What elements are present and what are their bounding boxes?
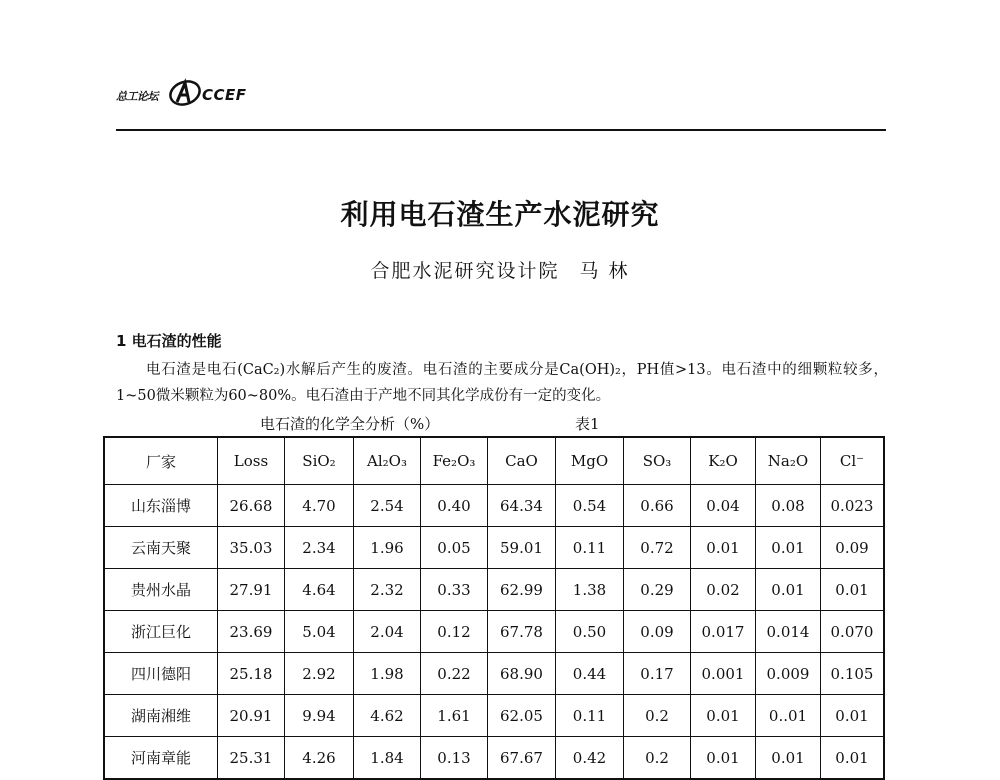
table-cell: 0.04: [691, 485, 756, 527]
table-row: [104, 611, 884, 653]
table-cell: 0.12: [421, 611, 488, 653]
table-cell: 0.02: [691, 569, 756, 611]
author-organization: 合肥水泥研究设计院: [370, 260, 560, 282]
column-header: K₂O: [691, 437, 756, 485]
table-cell: 4.64: [285, 569, 354, 611]
column-header: CaO: [488, 437, 556, 485]
table-row: [104, 569, 884, 611]
logo-english-text: CCEF: [202, 86, 247, 104]
column-header: SiO₂: [285, 437, 354, 485]
table-cell: 1.96: [354, 527, 421, 569]
table-cell: 浙江巨化: [104, 611, 218, 653]
table-cell: 0.01: [756, 527, 821, 569]
column-header: SO₃: [624, 437, 691, 485]
table-cell: 5.04: [285, 611, 354, 653]
table-cell: 河南章能: [104, 737, 218, 780]
table-row: [104, 695, 884, 737]
table-cell: 0..01: [756, 695, 821, 737]
table-caption: 电石渣的化学全分析（%）: [260, 415, 440, 433]
table-cell: 0.009: [756, 653, 821, 695]
table-cell: 0.01: [756, 737, 821, 780]
table-cell: 0.44: [556, 653, 624, 695]
logo-chinese-text: 总工论坛: [116, 90, 158, 103]
table-cell: 0.023: [821, 485, 885, 527]
table-cell: 贵州水晶: [104, 569, 218, 611]
table-cell: 0.070: [821, 611, 885, 653]
column-header: Cl⁻: [821, 437, 885, 485]
header-rule: [116, 129, 886, 131]
table-cell: 62.99: [488, 569, 556, 611]
table-cell: 0.54: [556, 485, 624, 527]
table-cell: 27.91: [218, 569, 285, 611]
table-cell: 0.01: [821, 737, 885, 780]
column-header: Na₂O: [756, 437, 821, 485]
section-paragraph: 电石渣是电石(CaC₂)水解后产生的废渣。电石渣的主要成分是Ca(OH)₂，PH值>13。电石渣中的细颗粒较多，1~50微米颗粒为60~80%。电石渣由于产地不同其化学成份有一定的变化。: [116, 362, 888, 404]
table-cell: 25.31: [218, 737, 285, 780]
table-cell: 0.01: [821, 695, 885, 737]
table-cell: 0.33: [421, 569, 488, 611]
table-cell: 2.32: [354, 569, 421, 611]
table-cell: 1.98: [354, 653, 421, 695]
table-cell: 2.34: [285, 527, 354, 569]
table-cell: 0.17: [624, 653, 691, 695]
table-cell: 0.09: [821, 527, 885, 569]
column-header: Loss: [218, 437, 285, 485]
table-cell: 0.01: [691, 737, 756, 780]
table-cell: 4.70: [285, 485, 354, 527]
table-cell: 0.01: [821, 569, 885, 611]
table-cell: 0.11: [556, 527, 624, 569]
table-cell: 4.26: [285, 737, 354, 780]
table-cell: 0.40: [421, 485, 488, 527]
column-header: Al₂O₃: [354, 437, 421, 485]
article-byline: [0, 256, 1000, 283]
column-header: Fe₂O₃: [421, 437, 488, 485]
table-cell: 0.001: [691, 653, 756, 695]
chemical-analysis-table: [103, 436, 885, 780]
table-header-row: [104, 437, 884, 485]
table-cell: 67.67: [488, 737, 556, 780]
table-cell: 59.01: [488, 527, 556, 569]
table-cell: 0.72: [624, 527, 691, 569]
table-cell: 62.05: [488, 695, 556, 737]
table-cell: 0.11: [556, 695, 624, 737]
table-cell: 1.61: [421, 695, 488, 737]
logo-swoosh-icon: [168, 78, 202, 108]
table-cell: 1.38: [556, 569, 624, 611]
table-cell: 26.68: [218, 485, 285, 527]
table-cell: 0.29: [624, 569, 691, 611]
column-header: 厂家: [104, 437, 218, 485]
table-cell: 68.90: [488, 653, 556, 695]
table-cell: 0.014: [756, 611, 821, 653]
table-row: [104, 527, 884, 569]
table-cell: 1.84: [354, 737, 421, 780]
table-cell: 云南天聚: [104, 527, 218, 569]
table-cell: 四川德阳: [104, 653, 218, 695]
table-cell: 0.05: [421, 527, 488, 569]
column-header: MgO: [556, 437, 624, 485]
table-cell: 2.92: [285, 653, 354, 695]
table-row: [104, 653, 884, 695]
section-heading: 1 电石渣的性能: [116, 332, 222, 350]
table-cell: 0.09: [624, 611, 691, 653]
table-cell: 0.66: [624, 485, 691, 527]
table-row: [104, 485, 884, 527]
table-cell: 0.01: [691, 527, 756, 569]
table-cell: 0.01: [691, 695, 756, 737]
table-cell: 0.105: [821, 653, 885, 695]
table-cell: 0.13: [421, 737, 488, 780]
table-cell: 25.18: [218, 653, 285, 695]
table-row: [104, 737, 884, 780]
author-name: 马 林: [579, 260, 630, 282]
table-cell: 35.03: [218, 527, 285, 569]
forum-logo: [116, 78, 256, 114]
table-cell: 0.2: [624, 695, 691, 737]
table-cell: 0.017: [691, 611, 756, 653]
article-title: 利用电石渣生产水泥研究: [340, 198, 660, 231]
table-cell: 山东淄博: [104, 485, 218, 527]
table-cell: 67.78: [488, 611, 556, 653]
table-cell: 2.54: [354, 485, 421, 527]
table-cell: 0.01: [756, 569, 821, 611]
table-cell: 20.91: [218, 695, 285, 737]
table-cell: 湖南湘维: [104, 695, 218, 737]
table-cell: 0.50: [556, 611, 624, 653]
table-label: 表1: [575, 415, 600, 433]
table-cell: 23.69: [218, 611, 285, 653]
table-cell: 0.22: [421, 653, 488, 695]
table-cell: 64.34: [488, 485, 556, 527]
table-cell: 9.94: [285, 695, 354, 737]
table-cell: 0.42: [556, 737, 624, 780]
table-cell: 2.04: [354, 611, 421, 653]
table-cell: 4.62: [354, 695, 421, 737]
table-cell: 0.08: [756, 485, 821, 527]
table-cell: 0.2: [624, 737, 691, 780]
